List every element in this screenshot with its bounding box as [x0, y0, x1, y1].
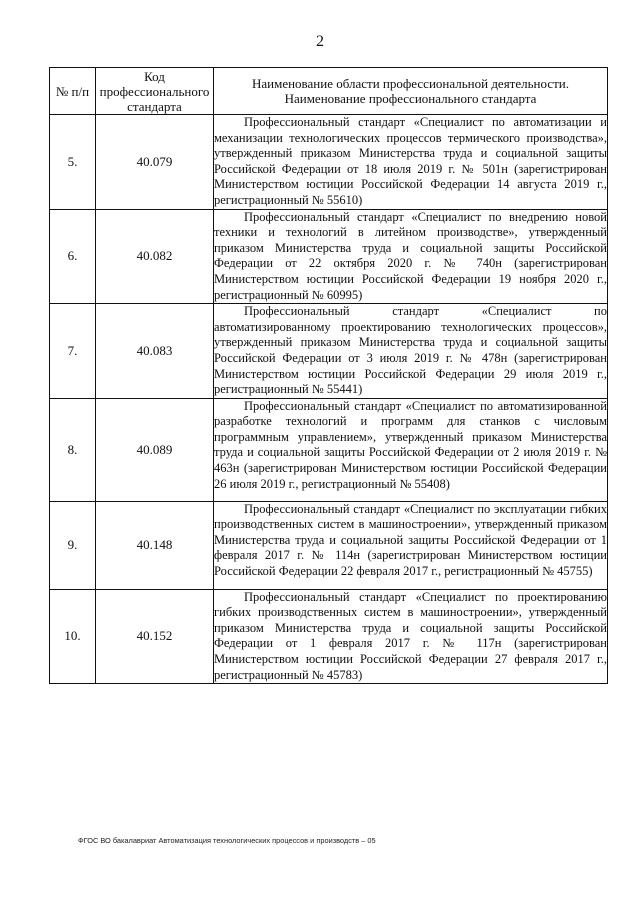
- row-number: 5.: [50, 115, 96, 210]
- row-standard-name: Профессиональный стандарт «Специалист по проектированию гибких производственных систем в машиностроении», утвержденный приказом Министерства труда и социальной защиты Российской Федерации от 1 февраля 2017 г. № 117н (зарегистрирован Министерством юстиции Российской Федерации 27 февраля 2017 г., регистрационный № 45783): [214, 589, 608, 684]
- header-standard-name: Наименование области профессиональной деятельности. Наименование профессионального стандарта: [214, 68, 608, 115]
- row-standard-name: Профессиональный стандарт «Специалист по автоматизированному проектированию технологических процессов», утвержденный приказом Министерства труда и социальной защиты Российской Федерации от 3 июля 2019 г. № 478н (зарегистрирован Министерством юстиции Российской Федерации 29 июля 2019 г., регистрационный № 55441): [214, 304, 608, 399]
- table-row: [50, 501, 608, 589]
- table-row: [50, 209, 608, 304]
- header-standard-code: Код профессионального стандарта: [96, 68, 214, 115]
- row-code: 40.148: [96, 501, 214, 589]
- row-number: 7.: [50, 304, 96, 399]
- row-standard-name: Профессиональный стандарт «Специалист по внедрению новой техники и технологий в литейном производстве», утвержденный приказом Министерства труда и социальной защиты Российской Федерации от 22 октября 2020 г. № 740н (зарегистрирован Министерством юстиции Российской Федерации 19 ноября 2020 г., регистрационный № 60995): [214, 209, 608, 304]
- table-row: [50, 115, 608, 210]
- header-number: № п/п: [50, 68, 96, 115]
- row-number: 8.: [50, 398, 96, 501]
- row-standard-name: Профессиональный стандарт «Специалист по эксплуатации гибких производственных систем в машиностроении», утвержденный приказом Министерства труда и социальной защиты Российской Федерации от 1 февраля 2017 г. № 114н (зарегистрирован Министерством юстиции Российской Федерации 22 февраля 2017 г., регистрационный № 45755): [214, 501, 608, 589]
- row-code: 40.152: [96, 589, 214, 684]
- row-standard-name: Профессиональный стандарт «Специалист по автоматизации и механизации технологических процессов термического производства», утвержденный приказом Министерства труда и социальной защиты Российской Федерации от 18 июля 2019 г. № 501н (зарегистрирован Министерством юстиции Российской Федерации 14 августа 2019 г., регистрационный № 55610): [214, 115, 608, 210]
- row-number: 6.: [50, 209, 96, 304]
- standards-table: [49, 67, 608, 684]
- row-number: 10.: [50, 589, 96, 684]
- table-header-row: [50, 68, 608, 115]
- row-standard-name: Профессиональный стандарт «Специалист по автоматизированной разработке технологий и программ для станков с числовым программным управлением», утвержденный приказом Министерства труда и социальной защиты Российской Федерации от 2 июля 2019 г. № 463н (зарегистрирован Министерством юстиции Российской Федерации 26 июля 2019 г., регистрационный № 55408): [214, 398, 608, 501]
- row-code: 40.083: [96, 304, 214, 399]
- table-row: [50, 589, 608, 684]
- row-code: 40.082: [96, 209, 214, 304]
- footer-document-title: ФГОС ВО бакалавриат Автоматизация технологических процессов и производств – 05: [78, 836, 376, 845]
- row-number: 9.: [50, 501, 96, 589]
- row-code: 40.079: [96, 115, 214, 210]
- row-code: 40.089: [96, 398, 214, 501]
- table-row: [50, 398, 608, 501]
- table-row: [50, 304, 608, 399]
- page-number: 2: [316, 33, 324, 50]
